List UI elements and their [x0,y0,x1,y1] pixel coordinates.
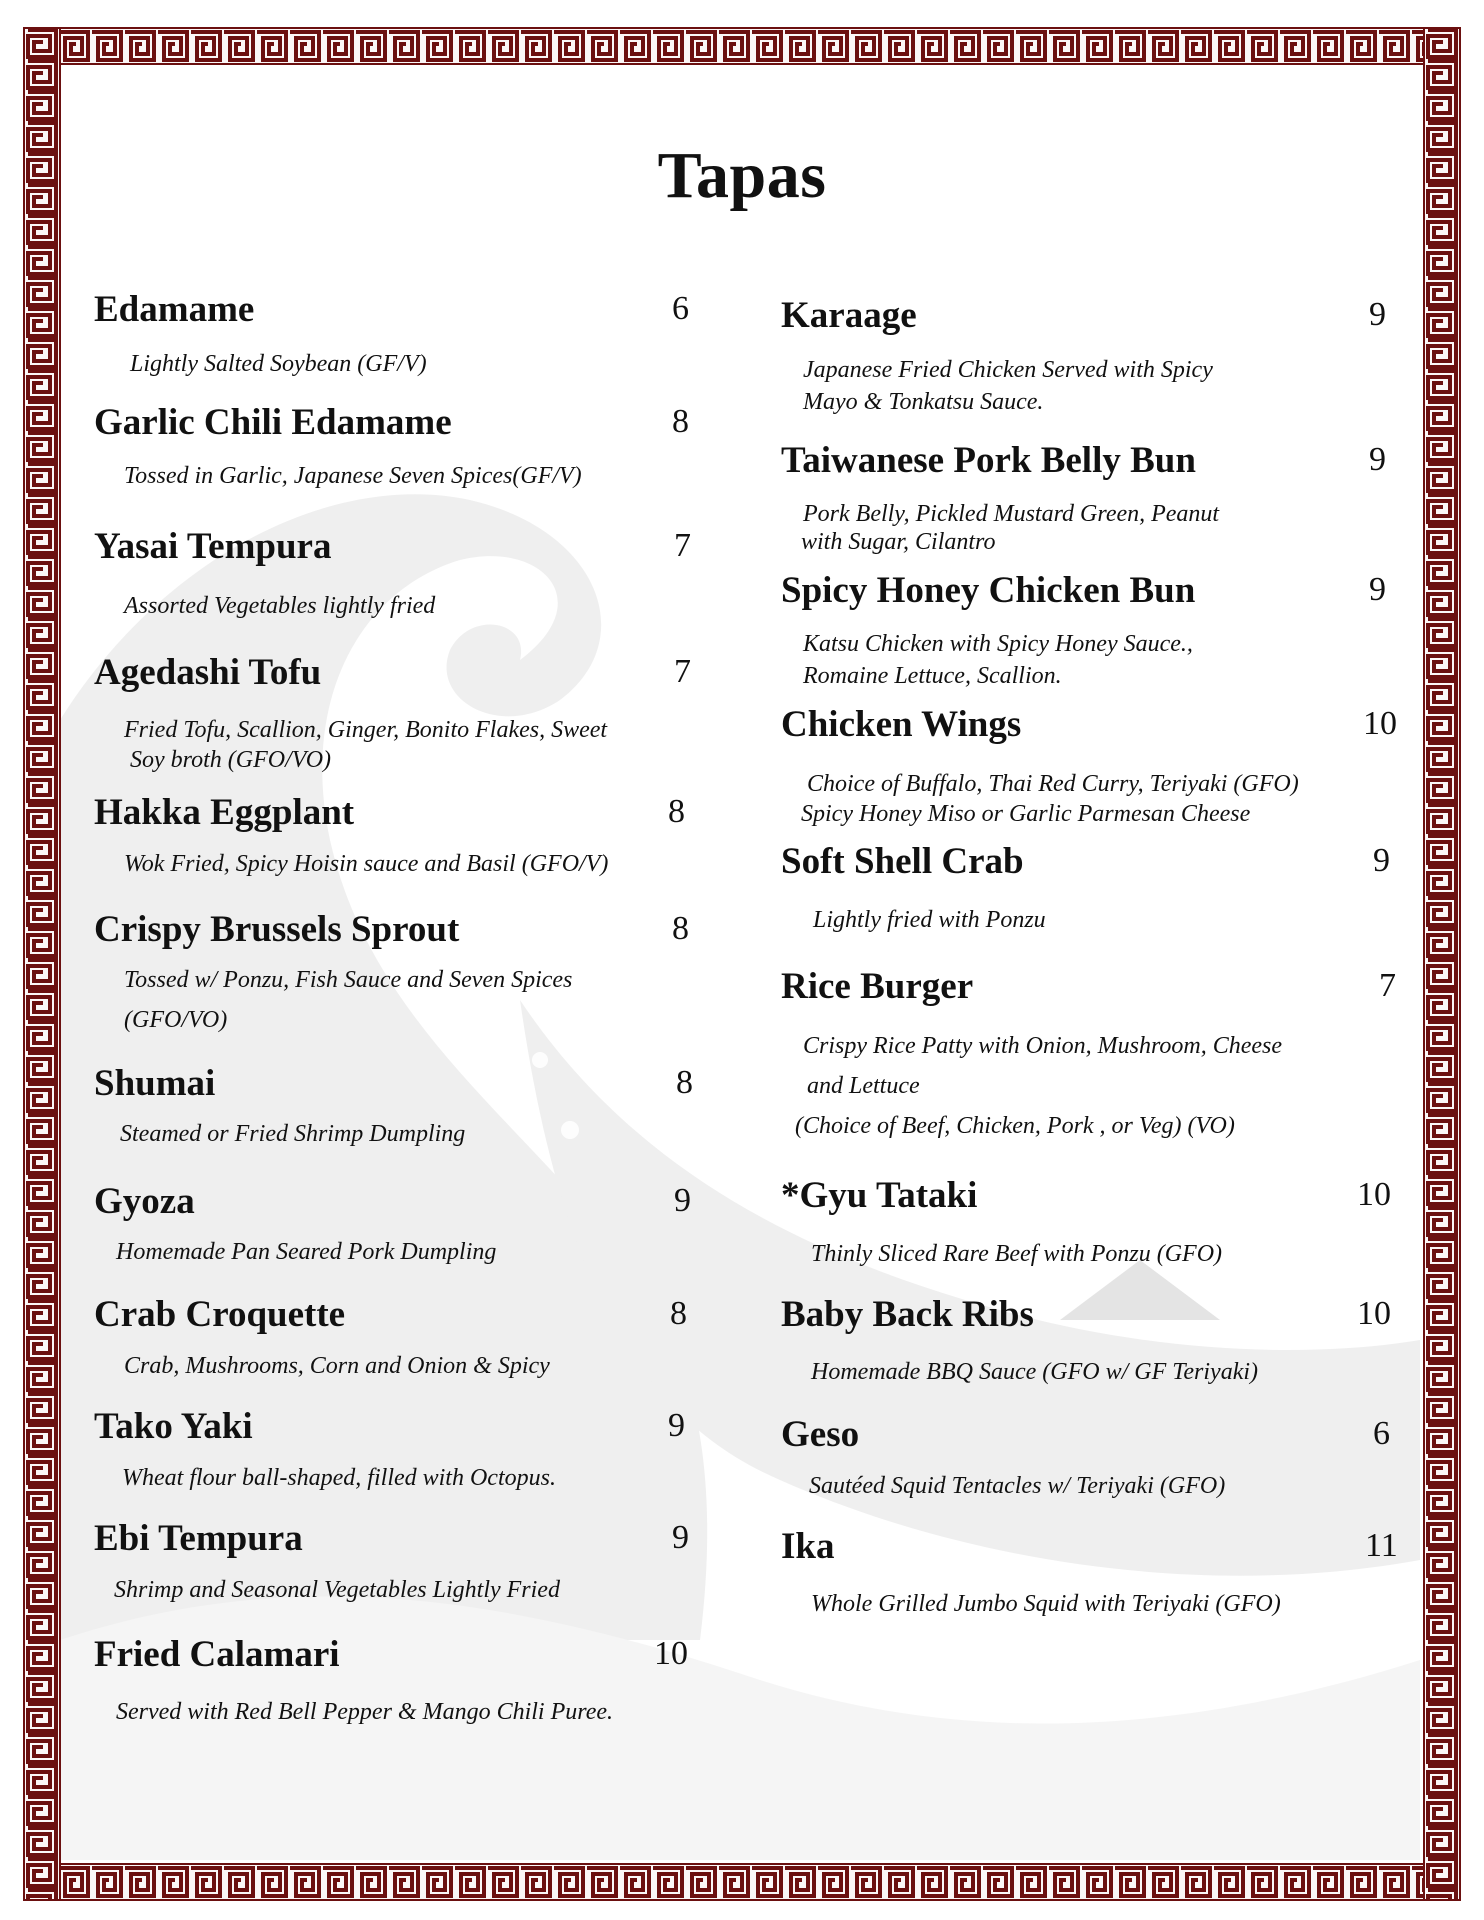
menu-item-description: Katsu Chicken with Spicy Honey Sauce., [803,631,1193,657]
menu-item-description: Steamed or Fried Shrimp Dumpling [120,1121,466,1147]
menu-item-description: with Sugar, Cilantro [801,529,996,555]
menu-item-price: 7 [674,653,691,690]
menu-item-price: 9 [668,1407,685,1444]
menu-item-description: Whole Grilled Jumbo Squid with Teriyaki (GFO) [811,1591,1281,1617]
menu-item-description: Shrimp and Seasonal Vegetables Lightly Fried [114,1577,560,1603]
menu-item-description: Romaine Lettuce, Scallion. [803,663,1062,689]
menu-item-name: Spicy Honey Chicken Bun [781,570,1196,611]
menu-item-price: 8 [672,910,689,947]
menu-item-price: 10 [654,1635,688,1672]
menu-item-name: Tako Yaki [94,1406,253,1447]
menu-item-description: Choice of Buffalo, Thai Red Curry, Teriyaki (GFO) [807,771,1299,797]
menu-item-description: Fried Tofu, Scallion, Ginger, Bonito Flakes, Sweet [124,717,608,743]
menu-item-description: Wok Fried, Spicy Hoisin sauce and Basil (GFO/V) [124,851,609,877]
menu-item-description: Tossed w/ Ponzu, Fish Sauce and Seven Spices [124,967,573,993]
menu-item-name: Shumai [94,1063,216,1104]
menu-item-description: Thinly Sliced Rare Beef with Ponzu (GFO) [811,1241,1223,1267]
menu-item-description: Crispy Rice Patty with Onion, Mushroom, Cheese [803,1033,1283,1059]
menu-item-name: Gyoza [94,1181,195,1222]
menu-item-description: Wheat flour ball-shaped, filled with Octopus. [122,1465,556,1491]
menu-item-name: Crispy Brussels Sprout [94,909,460,950]
menu-item-price: 8 [668,793,685,830]
menu-item-price: 10 [1357,1176,1391,1213]
menu-item-name: Ebi Tempura [94,1518,303,1559]
menu-item-name: Hakka Eggplant [94,792,355,833]
menu-item-name: *Gyu Tataki [781,1175,978,1216]
menu-item-price: 9 [1369,441,1386,478]
menu-item-price: 10 [1357,1295,1391,1332]
menu-item-description: Homemade Pan Seared Pork Dumpling [116,1239,497,1265]
menu-item-price: 7 [1379,967,1396,1004]
menu-item-name: Ika [781,1526,835,1567]
menu-item-price: 9 [674,1182,691,1219]
menu-item-description: and Lettuce [807,1073,920,1099]
menu-item-price: 8 [670,1295,687,1332]
menu-item-description: Soy broth (GFO/VO) [130,747,332,773]
menu-item-price: 8 [676,1064,693,1101]
menu-item-name: Agedashi Tofu [94,652,322,693]
menu-item-description: (Choice of Beef, Chicken, Pork , or Veg) (VO) [795,1113,1235,1139]
menu-item-description: Assorted Vegetables lightly fried [124,593,436,619]
menu-item-name: Baby Back Ribs [781,1294,1034,1335]
menu-title: Tapas [657,139,827,212]
menu-item-price: 7 [674,527,691,564]
menu-item-price: 9 [1369,571,1386,608]
menu-item-description: Served with Red Bell Pepper & Mango Chili Puree. [116,1699,613,1725]
menu-item-description: Spicy Honey Miso or Garlic Parmesan Cheese [801,801,1251,827]
menu-item-price: 9 [672,1519,689,1556]
menu-item-description: Mayo & Tonkatsu Sauce. [803,389,1044,415]
menu-item-name: Garlic Chili Edamame [94,402,452,443]
menu-item-description: Tossed in Garlic, Japanese Seven Spices(GF/V) [124,463,582,489]
menu-item-price: 9 [1373,842,1390,879]
menu-item-name: Edamame [94,289,255,330]
menu-item-name: Karaage [781,295,917,336]
menu-item-description: (GFO/VO) [124,1007,228,1033]
menu-item-price: 10 [1363,705,1397,742]
menu-item-price: 6 [672,290,689,327]
menu-item-name: Geso [781,1414,860,1455]
menu-item-description: Lightly Salted Soybean (GF/V) [130,351,427,377]
menu-item-name: Chicken Wings [781,704,1022,745]
menu-item-price: 6 [1373,1415,1390,1452]
menu-item-description: Lightly fried with Ponzu [813,907,1046,933]
menu-item-description: Japanese Fried Chicken Served with Spicy [803,357,1213,383]
menu-item-name: Crab Croquette [94,1294,346,1335]
menu-item-name: Yasai Tempura [94,526,332,567]
menu-item-name: Rice Burger [781,966,974,1007]
menu-item-name: Fried Calamari [94,1634,340,1675]
menu-item-description: Pork Belly, Pickled Mustard Green, Peanut [803,501,1220,527]
menu-item-price: 9 [1369,296,1386,333]
menu-item-name: Taiwanese Pork Belly Bun [781,440,1196,481]
menu-item-price: 11 [1365,1527,1398,1564]
menu-item-description: Sautéed Squid Tentacles w/ Teriyaki (GFO) [809,1473,1226,1499]
menu-item-name: Soft Shell Crab [781,841,1024,882]
menu-item-description: Homemade BBQ Sauce (GFO w/ GF Teriyaki) [811,1359,1259,1385]
menu-item-description: Crab, Mushrooms, Corn and Onion & Spicy [124,1353,550,1379]
menu-item-price: 8 [672,403,689,440]
